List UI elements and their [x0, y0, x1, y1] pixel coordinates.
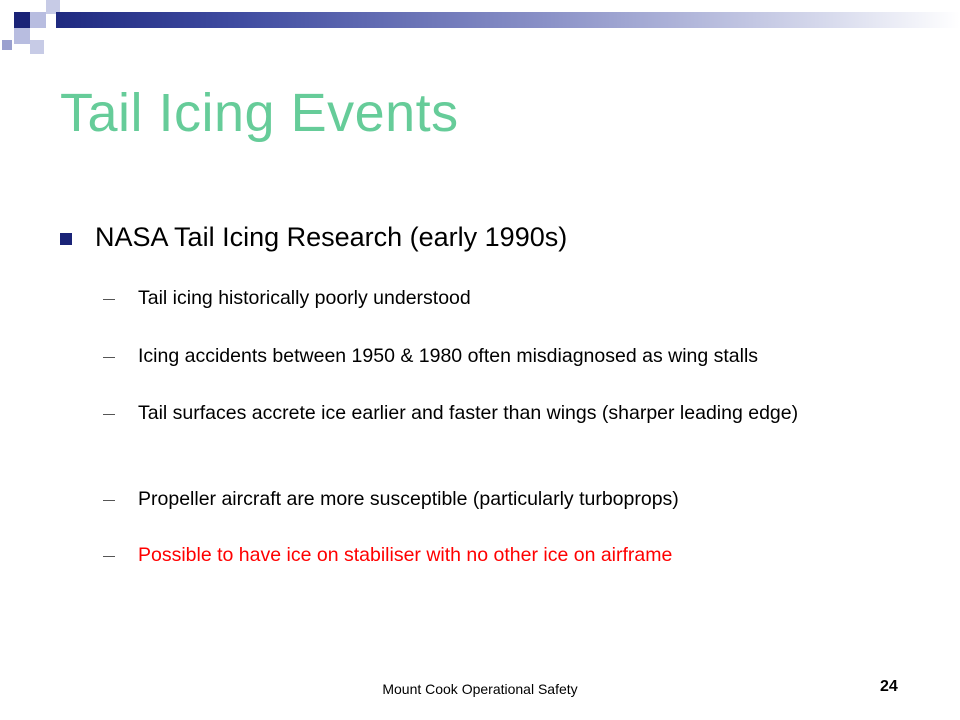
slide-title: Tail Icing Events — [60, 83, 459, 143]
dash-bullet-icon — [103, 556, 115, 557]
slide-footer: Mount Cook Operational Safety — [382, 681, 578, 697]
deco-square-light — [30, 40, 44, 54]
sub-bullet-text: Tail icing historically poorly understood — [138, 287, 471, 309]
deco-square-light — [30, 12, 46, 28]
page-number: 24 — [880, 678, 898, 695]
deco-square-medium — [2, 40, 12, 50]
sub-bullet-text: Icing accidents between 1950 & 1980 often misdiagnosed as wing stalls — [138, 345, 759, 367]
sub-bullet-text: Possible to have ice on stabiliser with no other ice on airframe — [138, 544, 673, 566]
square-bullet-icon — [60, 233, 72, 245]
sub-bullet-text: Tail surfaces accrete ice earlier and faster than wings (sharper leading edge) — [138, 402, 799, 424]
deco-gradient-bar — [56, 12, 960, 28]
dash-bullet-icon — [103, 357, 115, 358]
dash-bullet-icon — [103, 500, 115, 501]
sub-bullet-text: Propeller aircraft are more susceptible (particularly turboprops) — [138, 488, 679, 510]
deco-square-light — [14, 28, 30, 44]
dash-bullet-icon — [103, 299, 115, 300]
header-decoration — [0, 0, 960, 60]
deco-square-dark — [14, 12, 30, 28]
main-bullet-text: NASA Tail Icing Research (early 1990s) — [95, 222, 568, 252]
dash-bullet-icon — [103, 414, 115, 415]
